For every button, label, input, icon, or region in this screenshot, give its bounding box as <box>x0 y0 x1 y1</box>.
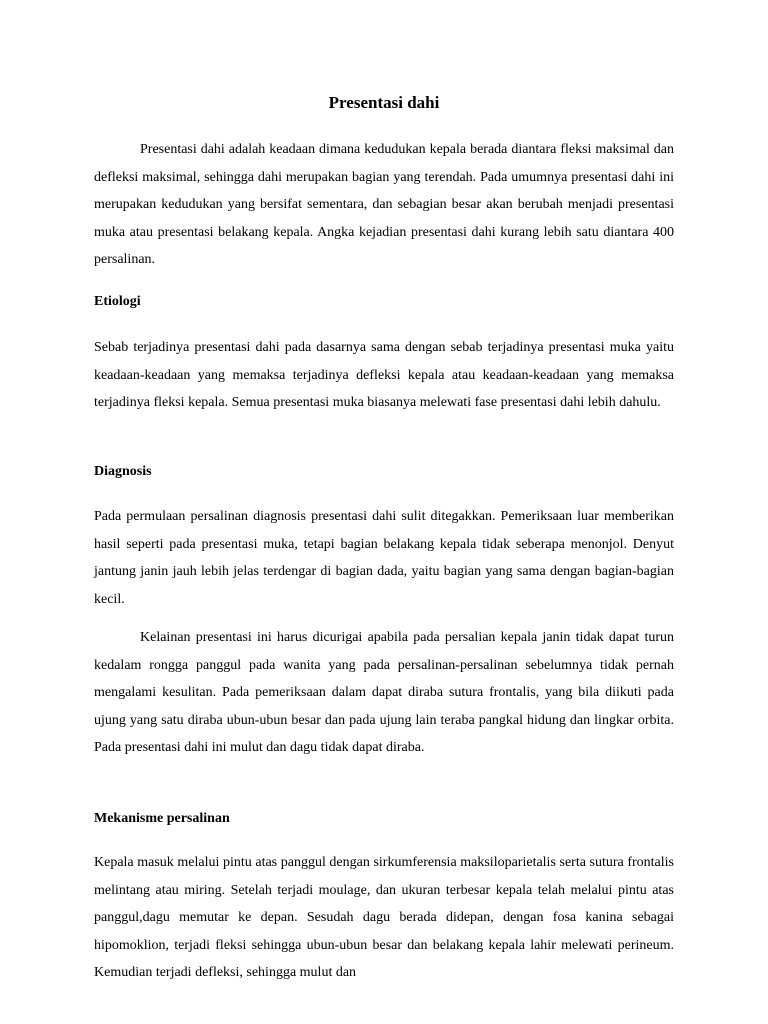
section-heading-etiologi: Etiologi <box>94 294 141 309</box>
intro-paragraph: Presentasi dahi adalah keadaan dimana kedudukan kepala berada diantara fleksi maksimal dan defleksi maksimal, sehingga dahi merupakan bagian yang terendah. Pada umumnya presentasi dahi ini merupakan kedudukan yang bersifat sementara, dan sebagian besar akan berubah menjadi presentasi muka atau presentasi belakang kepala. Angka kejadian presentasi dahi kurang lebih satu diantara 400 persalinan. <box>94 142 674 268</box>
page-title: Presentasi dahi <box>328 93 440 112</box>
section-heading-diagnosis: Diagnosis <box>94 464 152 479</box>
mekanisme-paragraph: Kepala masuk melalui pintu atas panggul dengan sirkumferensia maksiloparietalis serta sutura frontalis melintang atau miring. Setelah terjadi moulage, dan ukuran terbesar kepala telah melalui pintu atas panggul,dagu memutar ke depan. Sesudah dagu berada didepan, dengan fosa kanina sebagai hipomoklion, terjadi fleksi sehingga ubun-ubun besar dan belakang kepala lahir melewati perineum. Kemudian terjadi defleksi, sehingga mulut dan <box>94 855 674 981</box>
section-heading-mekanisme: Mekanisme persalinan <box>94 811 230 826</box>
etiologi-paragraph: Sebab terjadinya presentasi dahi pada dasarnya sama dengan sebab terjadinya presentasi muka yaitu keadaan-keadaan yang memaksa terjadinya defleksi kepala atau keadaan-keadaan yang memaksa terjadinya fleksi kepala. Semua presentasi muka biasanya melewati fase presentasi dahi lebih dahulu. <box>94 340 674 411</box>
diagnosis-paragraph-1: Pada permulaan persalinan diagnosis presentasi dahi sulit ditegakkan. Pemeriksaan luar memberikan hasil seperti pada presentasi muka, tetapi bagian belakang kepala tidak seberapa menonjol. Denyut jantung janin jauh lebih jelas terdengar di bagian dada, yaitu bagian yang sama dengan bagian-bagian kecil. <box>94 509 674 607</box>
diagnosis-paragraph-2: Kelainan presentasi ini harus dicurigai apabila pada persalian kepala janin tidak dapat turun kedalam rongga panggul pada wanita yang pada persalinan-persalinan sebelumnya tidak pernah mengalami kesulitan. Pada pemeriksaan dalam dapat diraba sutura frontalis, yang bila diikuti pada ujung yang satu diraba ubun-ubun besar dan pada ujung lain teraba pangkal hidung dan lingkar orbita. Pada presentasi dahi ini mulut dan dagu tidak dapat diraba. <box>94 630 674 756</box>
